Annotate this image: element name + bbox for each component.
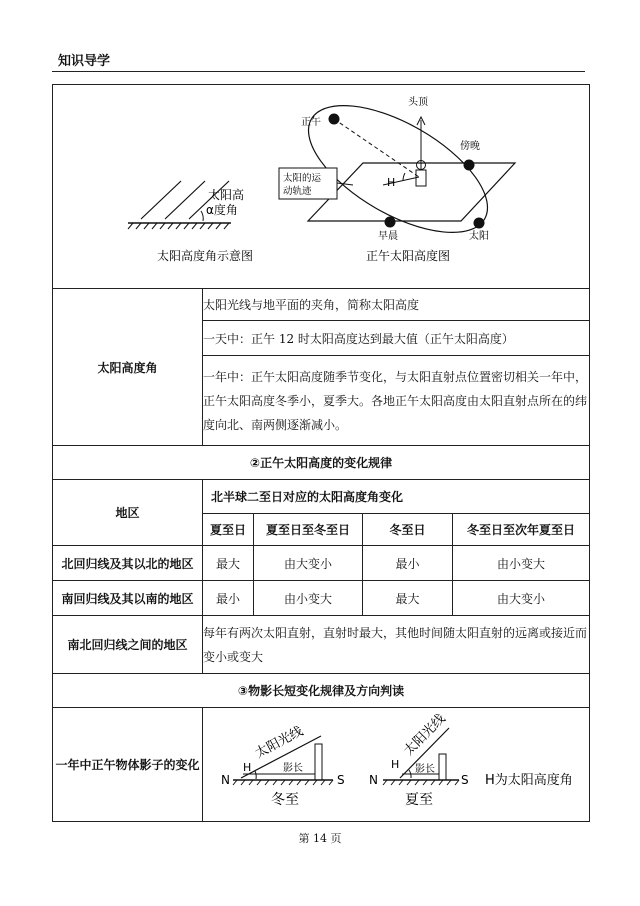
shadow-change-label: 一年中正午物体影子的变化 xyxy=(53,708,203,822)
winter-shadow-diagram xyxy=(221,723,345,808)
region-between: 南北回归线之间的地区 xyxy=(53,616,203,674)
yearly-change: 一年中：正午太阳高度随季节变化，与太阳直射点位置密切相关一年中，正午太阳高度冬季小，夏季大。各地正午太阳高度由太阳直射点所在的纬度向北、南两侧逐渐减小。 xyxy=(203,356,590,446)
table-cell: 由大变小 xyxy=(254,546,363,581)
daily-change: 一天中：正午 12 时太阳高度达到最大值（正午太阳高度） xyxy=(203,321,590,356)
table-cell: 最大 xyxy=(363,581,453,616)
shadow-svg xyxy=(203,708,589,818)
shadow-diagram-cell xyxy=(203,708,590,822)
page-header-title: 知识导学 xyxy=(58,54,111,69)
summer-shadow-diagram xyxy=(369,711,469,808)
diagram-row xyxy=(53,85,590,289)
noon-caption: 正午太阳高度图 xyxy=(366,249,451,263)
change-header: 北半球二至日对应的太阳高度角变化 xyxy=(203,480,590,514)
table-cell: 最小 xyxy=(363,546,453,581)
summer-sunlight-label: 太阳光线 xyxy=(401,711,449,759)
angle-label-2: α度角 xyxy=(206,203,238,217)
section2-title: ②正午太阳高度的变化规律 xyxy=(53,446,590,480)
region-south: 南回归线及其以南的地区 xyxy=(53,581,203,616)
region-header: 地区 xyxy=(53,480,203,546)
between-text: 每年有两次太阳直射，直射时最大，其他时间随太阳直射的远离或接近而变小或变大 xyxy=(203,616,590,674)
track-label-1: 太阳的运 xyxy=(283,173,322,184)
table-cell: 最大 xyxy=(203,546,254,581)
sun-angle-label: 太阳高度角 xyxy=(53,289,203,446)
header-divider xyxy=(52,71,585,72)
angle-caption: 太阳高度角示意图 xyxy=(157,249,254,263)
winter-caption: 冬至 xyxy=(271,792,299,808)
summer-n-label: N xyxy=(369,773,378,787)
winter-h-label: H xyxy=(243,761,252,774)
table-row xyxy=(53,581,590,616)
summer-s-label: S xyxy=(461,773,469,787)
winter-n-label: N xyxy=(221,773,230,787)
table-row xyxy=(53,546,590,581)
track-label-2: 动轨迹 xyxy=(283,186,312,197)
noon-h-label: H xyxy=(387,176,396,189)
winter-shadow-label: 影长 xyxy=(283,763,303,774)
summer-shadow-label: 影长 xyxy=(415,764,435,775)
table-cell: 由小变大 xyxy=(254,581,363,616)
morning-label: 早晨 xyxy=(378,231,398,242)
col-header-summer-to-winter: 夏至日至冬至日 xyxy=(254,514,363,546)
zenith-label: 头顶 xyxy=(408,97,428,108)
h-note: H为太阳高度角 xyxy=(485,773,573,788)
sun-label: 太阳 xyxy=(469,231,489,242)
winter-sunlight-label: 太阳光线 xyxy=(252,723,306,762)
winter-s-label: S xyxy=(337,773,345,787)
section3-title: ③物影长短变化规律及方向判读 xyxy=(53,674,590,708)
region-north: 北回归线及其以北的地区 xyxy=(53,546,203,581)
diagram-svg xyxy=(53,85,590,285)
summer-caption: 夏至 xyxy=(405,792,433,808)
evening-label: 傍晚 xyxy=(460,141,480,152)
sun-angle-diagram xyxy=(128,181,253,263)
table-cell: 由大变小 xyxy=(453,581,590,616)
noon-sun-height-diagram xyxy=(279,85,515,263)
col-header-winter-to-summer: 冬至日至次年夏至日 xyxy=(453,514,590,546)
noon-label: 正午 xyxy=(301,117,321,128)
angle-label-1: 太阳高 xyxy=(208,188,245,202)
page-number: 第 14 页 xyxy=(298,832,342,845)
col-header-summer: 夏至日 xyxy=(203,514,254,546)
table-cell: 最小 xyxy=(203,581,254,616)
sun-angle-definition: 太阳光线与地平面的夹角，简称太阳高度 xyxy=(203,289,590,321)
diagram-cell xyxy=(53,85,590,289)
table-cell: 由小变大 xyxy=(453,546,590,581)
knowledge-table xyxy=(52,84,590,822)
summer-h-label: H xyxy=(391,758,400,771)
col-header-winter: 冬至日 xyxy=(363,514,453,546)
